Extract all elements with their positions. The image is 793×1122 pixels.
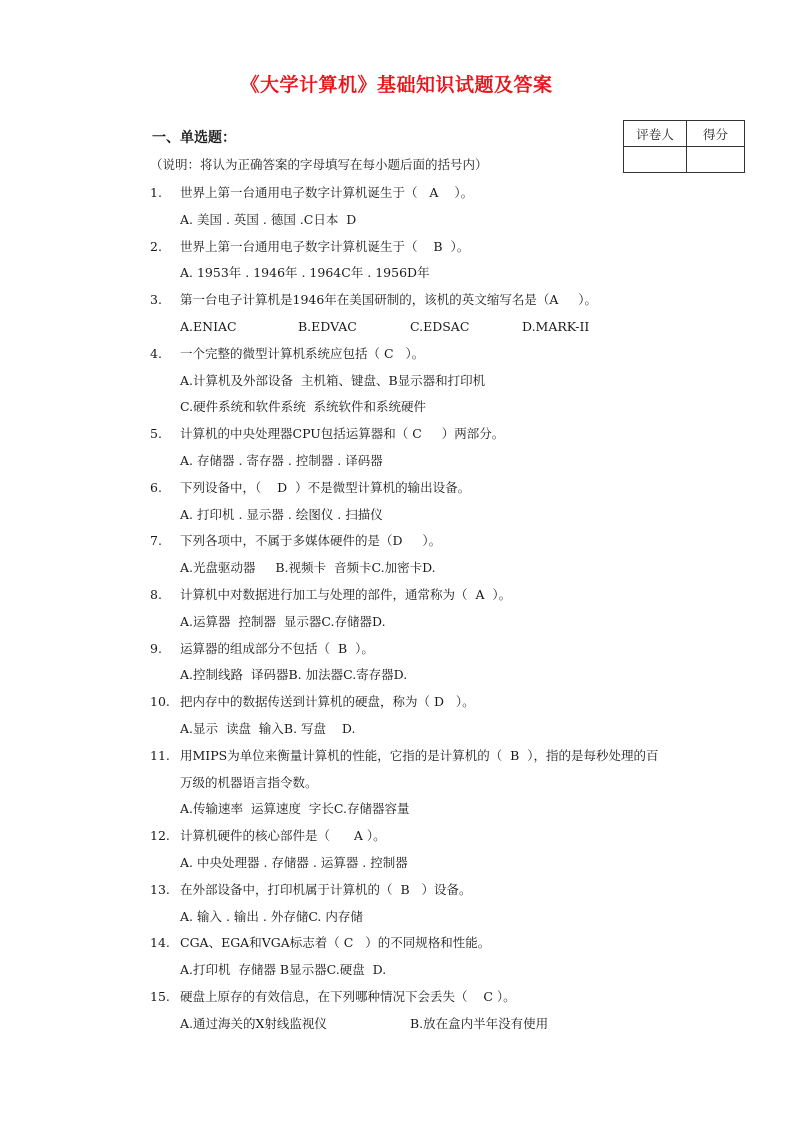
- question-11: [150, 743, 750, 770]
- question-number: 13.: [150, 881, 170, 897]
- question-3-options: [150, 314, 750, 341]
- option-c: C.EDSAC: [410, 318, 470, 334]
- question-stem: 用MIPS为单位来衡量计算机的性能，它指的是计算机的（ B ），指的是每秒处理的百: [180, 747, 659, 763]
- question-stem: 把内存中的数据传送到计算机的硬盘，称为（ D ）。: [180, 694, 475, 710]
- question-8: [150, 582, 750, 609]
- option-a: A.ENIAC: [180, 318, 237, 334]
- question-2: [150, 234, 750, 261]
- question-4: [150, 341, 750, 368]
- question-stem: 计算机硬件的核心部件是（ A ）。: [180, 828, 386, 844]
- question-stem: 计算机中对数据进行加工与处理的部件，通常称为（ A ）。: [180, 586, 512, 602]
- grader-cell: [624, 147, 687, 173]
- question-11-continuation: 万级的机器语言指令数。: [180, 774, 318, 790]
- option-a: A.通过海关的X射线监视仪: [180, 1015, 327, 1031]
- question-number: 5.: [150, 426, 162, 442]
- question-1-options: A. 美国 . 英国 . 德国 .C日本 D: [180, 211, 357, 227]
- question-number: 8.: [150, 586, 162, 602]
- question-3: [150, 287, 750, 314]
- score-header: 得分: [687, 121, 745, 147]
- question-14: [150, 930, 750, 957]
- question-stem: 世界上第一台通用电子数字计算机诞生于（ A ）。: [180, 185, 474, 200]
- question-7: [150, 528, 750, 555]
- question-12-options: A. 中央处理器 . 存储器 . 运算器 . 控制器: [180, 854, 408, 870]
- question-5: [150, 421, 750, 448]
- question-stem: 计算机的中央处理器CPU包括运算器和（ C ）两部分。: [180, 426, 505, 442]
- question-14-options: A.打印机 存储器 B显示器C.硬盘 D.: [180, 962, 387, 978]
- question-5-options: A. 存储器 . 寄存器 . 控制器 . 译码器: [180, 452, 383, 468]
- score-table: [623, 120, 745, 173]
- question-number: 12.: [150, 828, 170, 844]
- instructions: （说明：将认为正确答案的字母填写在每小题后面的括号内）: [150, 157, 488, 172]
- question-15-options: [150, 1011, 750, 1038]
- question-stem: 下列设备中，（ D ）不是微型计算机的输出设备。: [180, 479, 471, 495]
- question-10-options: A.显示 读盘 输入B. 写盘 D.: [180, 720, 356, 736]
- question-10: [150, 689, 750, 716]
- question-11-options: A.传输速率 运算速度 字长C.存储器容量: [180, 801, 410, 817]
- score-cell: [687, 147, 745, 173]
- question-stem: 运算器的组成部分不包括（ B ）。: [180, 640, 374, 656]
- page-title: 《大学计算机》基础知识试题及答案: [240, 74, 553, 96]
- question-4-options-2: C.硬件系统和软件系统 系统软件和系统硬件: [180, 399, 427, 415]
- question-number: 15.: [150, 988, 170, 1004]
- question-number: 3.: [150, 292, 162, 308]
- question-9-options: A.控制线路 译码器B. 加法器C.寄存器D.: [180, 667, 408, 683]
- question-6-options: A. 打印机 . 显示器 . 绘图仪 . 扫描仪: [180, 506, 383, 522]
- question-number: 1.: [150, 185, 162, 200]
- question-1: [150, 180, 750, 207]
- question-stem: 第一台电子计算机是1946年在美国研制的，该机的英文缩写名是（A ）。: [180, 292, 597, 308]
- question-stem: 在外部设备中，打印机属于计算机的（ B ）设备。: [180, 881, 472, 897]
- question-4-options: A.计算机及外部设备 主机箱、键盘、B显示器和打印机: [180, 372, 486, 388]
- question-number: 6.: [150, 479, 162, 495]
- question-list: [150, 180, 750, 1038]
- question-number: 14.: [150, 935, 170, 951]
- question-7-options: A.光盘驱动器 B.视频卡 音频卡C.加密卡D.: [180, 560, 436, 576]
- question-stem: 一个完整的微型计算机系统应包括（ C ）。: [180, 345, 425, 361]
- question-15: [150, 984, 750, 1011]
- question-stem: CGA、EGA和VGA标志着（ C ）的不同规格和性能。: [180, 935, 491, 951]
- grader-header: 评卷人: [624, 121, 687, 147]
- section-heading: 一、单选题：: [152, 130, 236, 146]
- question-2-options: A. 1953年 . 1946年 . 1964C年 . 1956D年: [180, 265, 430, 281]
- question-9: [150, 636, 750, 663]
- question-number: 4.: [150, 345, 162, 361]
- option-d: D.MARK-II: [522, 318, 590, 334]
- question-number: 11.: [150, 747, 170, 763]
- question-stem: 下列各项中，不属于多媒体硬件的是（D ）。: [180, 533, 442, 549]
- question-number: 7.: [150, 533, 162, 549]
- question-number: 9.: [150, 640, 162, 656]
- question-number: 2.: [150, 238, 162, 254]
- option-b: B.放在盒内半年没有使用: [410, 1015, 549, 1031]
- question-12: [150, 823, 750, 850]
- question-stem: 硬盘上原存的有效信息，在下列哪种情况下会丢失（ C ）。: [180, 988, 516, 1004]
- question-13: [150, 877, 750, 904]
- question-8-options: A.运算器 控制器 显示器C.存储器D.: [180, 613, 386, 629]
- question-13-options: A. 输入 . 输出 . 外存储C. 内存储: [180, 908, 363, 924]
- question-number: 10.: [150, 694, 170, 710]
- question-stem: 世界上第一台通用电子数字计算机诞生于（ B ）。: [180, 238, 470, 254]
- question-6: [150, 475, 750, 502]
- option-b: B.EDVAC: [298, 318, 357, 334]
